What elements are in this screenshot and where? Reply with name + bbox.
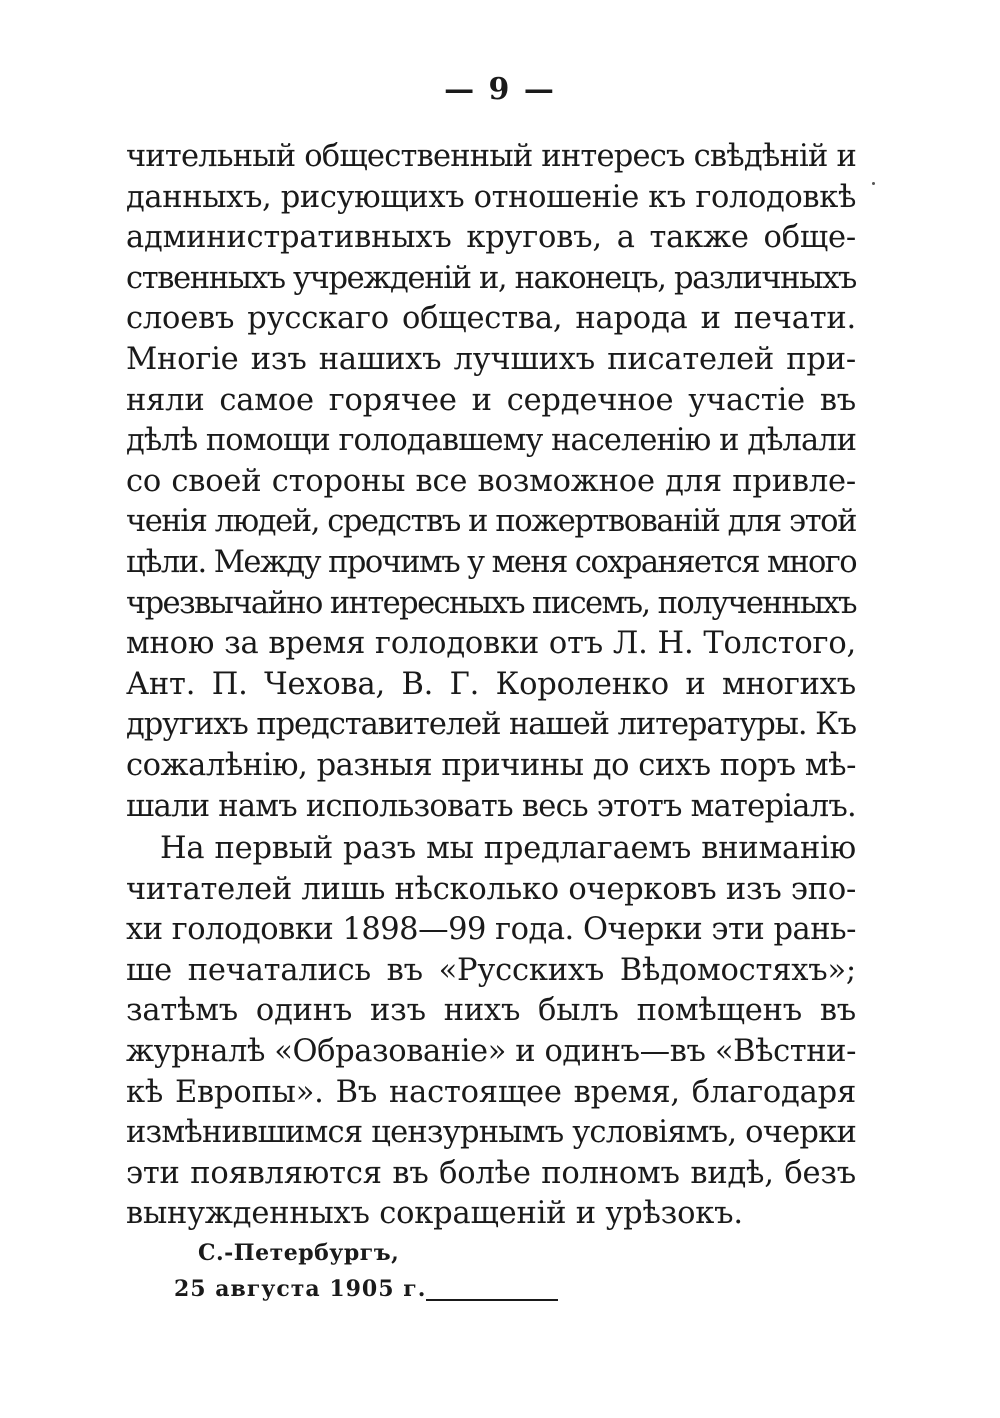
text-line: Ант. П. Чехова, В. Г. Короленко и многихъ (126, 666, 856, 702)
text-line: измѣнившимся цензурнымъ условіямъ, очерки (126, 1115, 856, 1151)
text-line: няли самое горячее и сердечное участіе въ (126, 382, 856, 418)
paragraph-2 (126, 829, 856, 1235)
text-line: со своей стороны все возможное для привле- (126, 463, 856, 499)
text-line: административныхъ круговъ, а также обще- (126, 220, 856, 256)
text-line: ше печатались въ «Русскихъ Вѣдомостяхъ»; (126, 952, 856, 988)
signature-place: С.-Петербургъ, (198, 1240, 400, 1266)
text-line: другихъ представителей нашей литературы. Къ (126, 707, 856, 743)
text-line: слоевъ русскаго общества, народа и печати. (126, 301, 856, 337)
text-line: хи голодовки 1898—99 года. Очерки эти рань- (126, 912, 856, 948)
text-line: Многіе изъ нашихъ лучшихъ писателей при- (126, 341, 856, 377)
text-line: На первый разъ мы предлагаемъ вниманію (160, 831, 856, 866)
text-line: кѣ Европы». Въ настоящее время, благодаря (126, 1074, 856, 1110)
text-line: дѣлѣ помощи голодавшему населенію и дѣлали (126, 423, 856, 459)
margin-mark (872, 182, 875, 185)
text-line: затѣмъ одинъ изъ нихъ былъ помѣщенъ въ (126, 993, 856, 1029)
text-line: данныхъ, рисующихъ отношеніе къ голодовкѣ (126, 179, 856, 215)
text-line: ченія людей, средствъ и пожертвованій для этой (126, 504, 856, 540)
signature-date: 25 августа 1905 г. (174, 1276, 427, 1302)
text-line: эти появляются въ болѣе полномъ видѣ, безъ (126, 1155, 856, 1191)
text-line: журналѣ «Образованіе» и одинъ—въ «Вѣстни- (126, 1033, 856, 1069)
text-line: сожалѣнію, разныя причины до сихъ поръ мѣ- (126, 747, 856, 783)
text-line: ственныхъ учрежденій и, наконецъ, различныхъ (126, 260, 856, 296)
text-line: шали намъ использовать весь этотъ матеріалъ. (126, 788, 856, 824)
page-number: — 9 — (444, 72, 556, 107)
text-line: читателей лишь нѣсколько очерковъ изъ эпо- (126, 871, 856, 907)
text-line: чрезвычайно интересныхъ писемъ, полученныхъ (126, 585, 856, 621)
text-line: мною за время голодовки отъ Л. Н. Толстого, (126, 626, 856, 662)
text-line: вынужденныхъ сокращеній и урѣзокъ. (126, 1196, 743, 1232)
end-rule (426, 1299, 558, 1301)
paragraph-1 (126, 137, 856, 827)
text-line: цѣли. Между прочимъ у меня сохраняется много (126, 544, 856, 580)
text-line: чительный общественный интересъ свѣдѣній и (126, 139, 856, 174)
